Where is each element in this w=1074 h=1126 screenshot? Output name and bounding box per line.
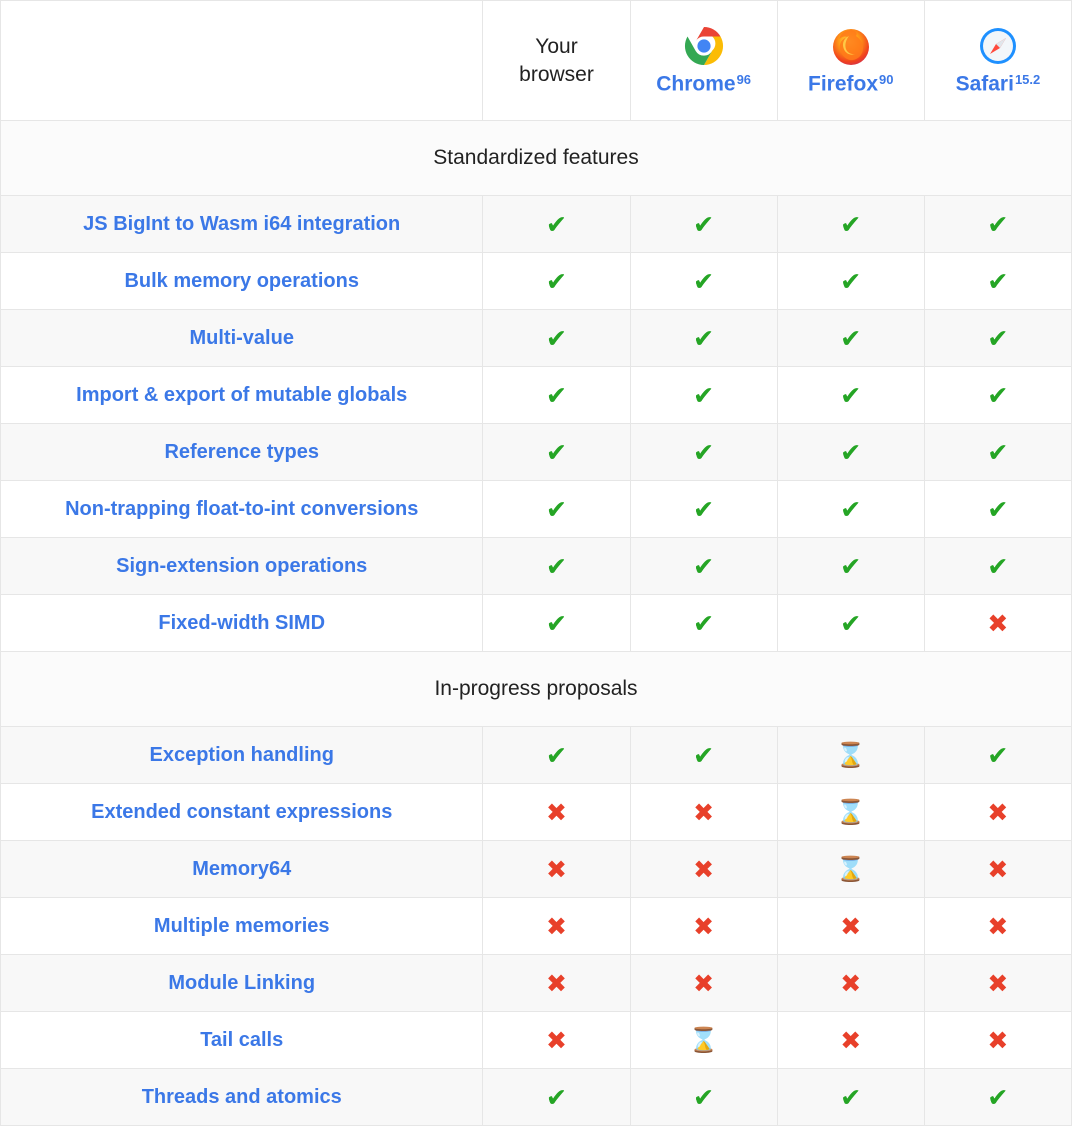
supported-check-icon: ✔ (693, 209, 715, 239)
section-title: In-progress proposals (1, 652, 1072, 727)
feature-name-cell[interactable]: Bulk memory operations (1, 253, 483, 310)
supported-check-icon: ✔ (693, 494, 715, 524)
unsupported-cross-icon: ✖ (546, 968, 567, 998)
support-cell-your (483, 727, 630, 784)
unsupported-cross-icon: ✖ (546, 911, 567, 941)
unsupported-cross-icon: ✖ (546, 854, 567, 884)
supported-check-icon: ✔ (693, 551, 715, 581)
table-row (1, 481, 1072, 538)
support-cell-firefox (777, 955, 924, 1012)
support-cell-chrome (630, 1012, 777, 1069)
supported-check-icon: ✔ (840, 551, 862, 581)
table-row (1, 784, 1072, 841)
table-row (1, 367, 1072, 424)
supported-check-icon: ✔ (546, 209, 567, 239)
header-feature-column (1, 1, 483, 121)
table-row (1, 424, 1072, 481)
chrome-name: Chrome (656, 72, 736, 96)
supported-check-icon: ✔ (840, 266, 862, 296)
unsupported-cross-icon: ✖ (987, 911, 1009, 941)
support-cell-your (483, 898, 630, 955)
unsupported-cross-icon: ✖ (546, 1025, 567, 1055)
support-cell-firefox (777, 538, 924, 595)
table-header-row (1, 1, 1072, 121)
table-row (1, 253, 1072, 310)
supported-check-icon: ✔ (546, 494, 567, 524)
feature-name-cell[interactable]: Reference types (1, 424, 483, 481)
section-header-row (1, 121, 1072, 196)
support-cell-your (483, 367, 630, 424)
supported-check-icon: ✔ (987, 323, 1009, 353)
support-cell-chrome (630, 538, 777, 595)
support-cell-safari (924, 310, 1071, 367)
support-cell-firefox (777, 1069, 924, 1126)
feature-name-cell[interactable]: Fixed-width SIMD (1, 595, 483, 652)
feature-name-cell[interactable]: Extended constant expressions (1, 784, 483, 841)
support-cell-firefox (777, 196, 924, 253)
feature-name-cell[interactable]: Sign-extension operations (1, 538, 483, 595)
unsupported-cross-icon: ✖ (987, 797, 1009, 827)
feature-name-cell[interactable]: Multiple memories (1, 898, 483, 955)
table-header (1, 1, 1072, 121)
support-cell-safari (924, 727, 1071, 784)
supported-check-icon: ✔ (840, 608, 862, 638)
support-cell-your (483, 784, 630, 841)
supported-check-icon: ✔ (987, 209, 1009, 239)
supported-check-icon: ✔ (546, 608, 567, 638)
table-row (1, 727, 1072, 784)
support-cell-firefox (777, 424, 924, 481)
section-header-row (1, 652, 1072, 727)
supported-check-icon: ✔ (840, 323, 862, 353)
supported-check-icon: ✔ (840, 494, 862, 524)
unsupported-cross-icon: ✖ (693, 797, 715, 827)
supported-check-icon: ✔ (546, 323, 567, 353)
support-cell-your (483, 1012, 630, 1069)
unsupported-cross-icon: ✖ (987, 1025, 1009, 1055)
feature-name-cell[interactable]: Multi-value (1, 310, 483, 367)
header-chrome (630, 1, 777, 121)
firefox-name: Firefox (808, 72, 879, 96)
feature-name-cell[interactable]: Tail calls (1, 1012, 483, 1069)
supported-check-icon: ✔ (693, 608, 715, 638)
support-cell-safari (924, 253, 1071, 310)
support-cell-safari (924, 367, 1071, 424)
chrome-logo-icon (684, 26, 724, 66)
unsupported-cross-icon: ✖ (840, 968, 862, 998)
support-cell-firefox (777, 784, 924, 841)
support-cell-chrome (630, 1069, 777, 1126)
header-your-browser (483, 1, 630, 121)
support-cell-safari (924, 784, 1071, 841)
support-cell-your (483, 481, 630, 538)
support-cell-your (483, 424, 630, 481)
support-cell-chrome (630, 784, 777, 841)
in-development-hourglass-icon: ⌛ (835, 741, 866, 769)
supported-check-icon: ✔ (693, 1082, 715, 1112)
support-cell-firefox (777, 481, 924, 538)
feature-name-cell[interactable]: Non-trapping float-to-int conversions (1, 481, 483, 538)
supported-check-icon: ✔ (693, 437, 715, 467)
support-cell-your (483, 253, 630, 310)
table-row (1, 538, 1072, 595)
table-row (1, 1012, 1072, 1069)
table-row (1, 196, 1072, 253)
unsupported-cross-icon: ✖ (987, 608, 1009, 638)
support-cell-your (483, 1069, 630, 1126)
supported-check-icon: ✔ (693, 380, 715, 410)
supported-check-icon: ✔ (987, 494, 1009, 524)
in-development-hourglass-icon: ⌛ (835, 798, 866, 826)
unsupported-cross-icon: ✖ (546, 797, 567, 827)
table-row (1, 841, 1072, 898)
support-cell-firefox (777, 253, 924, 310)
feature-name-cell[interactable]: Memory64 (1, 841, 483, 898)
support-cell-chrome (630, 367, 777, 424)
supported-check-icon: ✔ (693, 740, 715, 770)
support-cell-chrome (630, 424, 777, 481)
supported-check-icon: ✔ (987, 1082, 1009, 1112)
support-cell-your (483, 196, 630, 253)
support-cell-safari (924, 424, 1071, 481)
supported-check-icon: ✔ (840, 437, 862, 467)
your-browser-line2: browser (519, 62, 594, 86)
table-row (1, 595, 1072, 652)
feature-name-cell[interactable]: Import & export of mutable globals (1, 367, 483, 424)
table-row (1, 898, 1072, 955)
safari-name: Safari (955, 72, 1014, 96)
support-cell-safari (924, 1069, 1071, 1126)
unsupported-cross-icon: ✖ (987, 854, 1009, 884)
support-cell-chrome (630, 196, 777, 253)
support-cell-safari (924, 538, 1071, 595)
support-cell-chrome (630, 727, 777, 784)
your-browser-line1: Your (535, 35, 578, 59)
supported-check-icon: ✔ (546, 1082, 567, 1112)
your-browser-label (483, 33, 629, 88)
table-row (1, 310, 1072, 367)
supported-check-icon: ✔ (987, 551, 1009, 581)
support-cell-safari (924, 1012, 1071, 1069)
supported-check-icon: ✔ (546, 380, 567, 410)
supported-check-icon: ✔ (546, 266, 567, 296)
firefox-version: 90 (879, 71, 894, 87)
support-cell-firefox (777, 310, 924, 367)
supported-check-icon: ✔ (546, 437, 567, 467)
support-cell-safari (924, 595, 1071, 652)
supported-check-icon: ✔ (987, 740, 1009, 770)
support-cell-safari (924, 196, 1071, 253)
support-cell-firefox (777, 367, 924, 424)
in-development-hourglass-icon: ⌛ (688, 1026, 719, 1054)
support-cell-safari (924, 955, 1071, 1012)
support-cell-firefox (777, 595, 924, 652)
unsupported-cross-icon: ✖ (987, 968, 1009, 998)
table-body (1, 121, 1072, 1126)
supported-check-icon: ✔ (987, 380, 1009, 410)
unsupported-cross-icon: ✖ (840, 1025, 862, 1055)
table-row (1, 1069, 1072, 1126)
support-cell-your (483, 955, 630, 1012)
supported-check-icon: ✔ (840, 1082, 862, 1112)
supported-check-icon: ✔ (987, 266, 1009, 296)
support-cell-safari (924, 481, 1071, 538)
support-cell-your (483, 841, 630, 898)
supported-check-icon: ✔ (546, 551, 567, 581)
safari-version: 15.2 (1014, 71, 1041, 87)
header-firefox (777, 1, 924, 121)
table-row (1, 955, 1072, 1012)
feature-name-cell[interactable]: Threads and atomics (1, 1069, 483, 1126)
support-cell-firefox (777, 727, 924, 784)
supported-check-icon: ✔ (693, 266, 715, 296)
supported-check-icon: ✔ (546, 740, 567, 770)
support-cell-chrome (630, 481, 777, 538)
safari-logo-icon (978, 26, 1018, 66)
support-cell-chrome (630, 955, 777, 1012)
unsupported-cross-icon: ✖ (693, 854, 715, 884)
support-cell-your (483, 310, 630, 367)
support-cell-chrome (630, 595, 777, 652)
support-cell-firefox (777, 841, 924, 898)
firefox-logo-icon (831, 26, 871, 66)
unsupported-cross-icon: ✖ (693, 968, 715, 998)
feature-name-cell[interactable]: JS BigInt to Wasm i64 integration (1, 196, 483, 253)
support-cell-firefox (777, 898, 924, 955)
supported-check-icon: ✔ (693, 323, 715, 353)
section-title: Standardized features (1, 121, 1072, 196)
chrome-version: 96 (736, 71, 752, 87)
support-cell-your (483, 538, 630, 595)
support-cell-your (483, 595, 630, 652)
unsupported-cross-icon: ✖ (693, 911, 715, 941)
unsupported-cross-icon: ✖ (840, 911, 862, 941)
supported-check-icon: ✔ (987, 437, 1009, 467)
support-cell-safari (924, 898, 1071, 955)
support-cell-chrome (630, 310, 777, 367)
support-cell-firefox (777, 1012, 924, 1069)
in-development-hourglass-icon: ⌛ (835, 855, 866, 883)
support-cell-chrome (630, 841, 777, 898)
feature-name-cell[interactable]: Exception handling (1, 727, 483, 784)
feature-name-cell[interactable]: Module Linking (1, 955, 483, 1012)
support-cell-chrome (630, 253, 777, 310)
support-cell-chrome (630, 898, 777, 955)
supported-check-icon: ✔ (840, 380, 862, 410)
support-cell-safari (924, 841, 1071, 898)
header-safari (924, 1, 1071, 121)
supported-check-icon: ✔ (840, 209, 862, 239)
